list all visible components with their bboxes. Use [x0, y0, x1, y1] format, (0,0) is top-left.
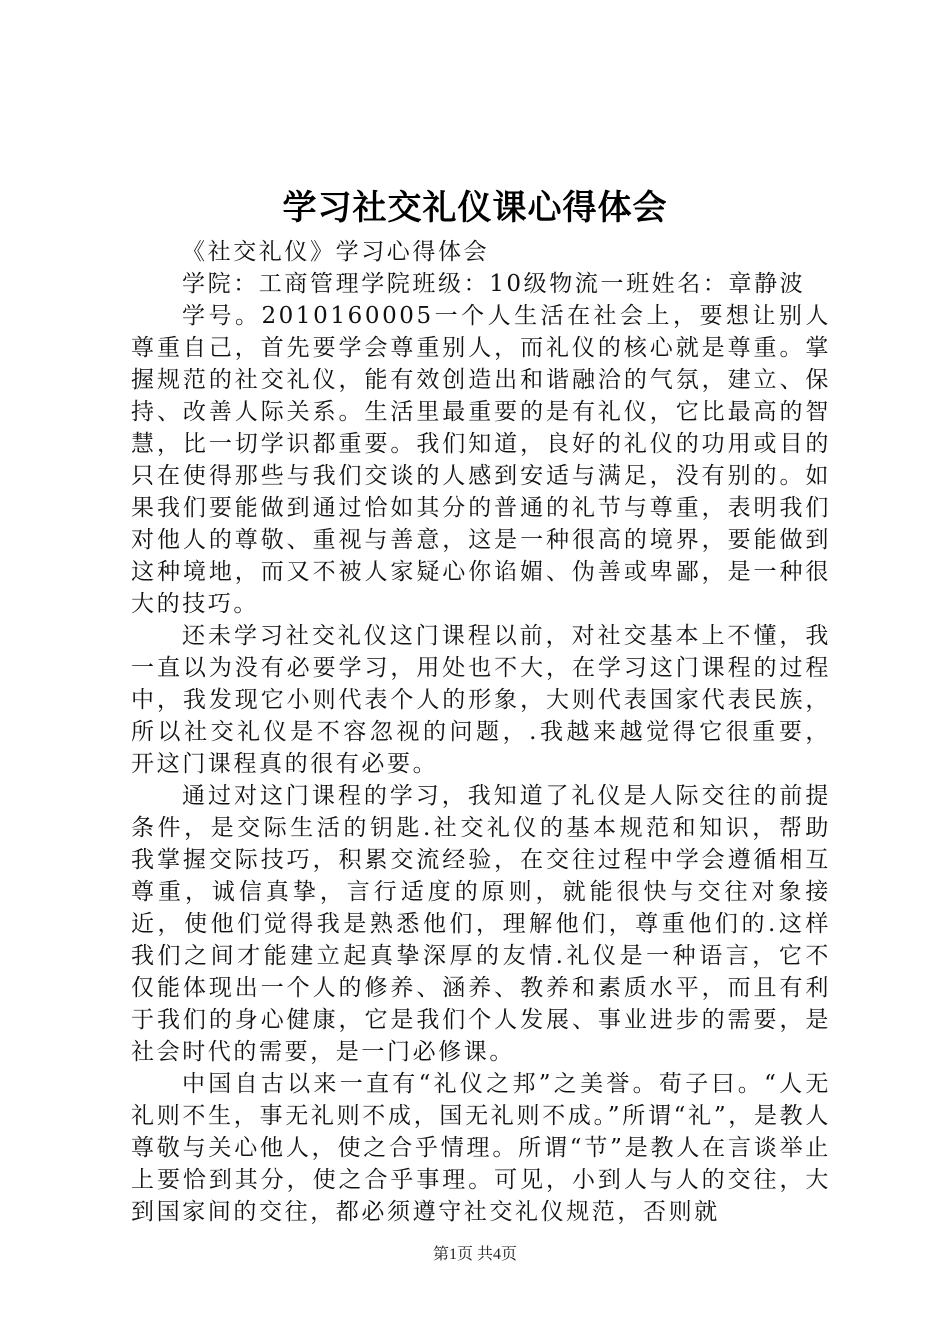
paragraph-4: 中国自古以来一直有“礼仪之邦”之美誉。荀子曰。“人无礼则不生，事无礼则不成，国无礼则不成。”所谓“礼”，是教人尊敬与关心他人，使之合乎情理。所谓“节”是教人在言谈举止上要恰到其分，使之合乎事理。可见，小到人与人的交往，大到国家间的交往，都必须遵守社交礼仪规范，否则就	[131, 1071, 831, 1225]
document-body	[131, 236, 831, 1228]
document-title: 学习社交礼仪课心得体会	[282, 188, 668, 228]
page-number-footer: 第1页 共4页	[432, 1246, 517, 1263]
paragraph-author-info: 学院：工商管理学院班级：10级物流一班姓名：章静波	[182, 271, 806, 297]
paragraph-3: 通过对这门课程的学习，我知道了礼仪是人际交往的前提条件，是交际生活的钥匙.社交礼仪的基本规范和知识，帮助我掌握交际技巧，积累交流经验，在交往过程中学会遵循相互尊重，诚信真挚，言行适度的原则，就能很快与交往对象接近，使他们觉得我是熟悉他们，理解他们，尊重他们的.这样我们之间才能建立起真挚深厚的友情.礼仪是一种语言，它不仅能体现出一个人的修养、涵养、教养和素质水平，而且有利于我们的身心健康，它是我们个人发展、事业进步的需要，是社会时代的需要，是一门必修课。	[131, 783, 831, 1065]
paragraph-1: 学号。2010160005一个人生活在社会上，要想让别人尊重自己，首先要学会尊重别人，而礼仪的核心就是尊重。掌握规范的社交礼仪，能有效创造出和谐融洽的气氛，建立、保持、改善人际关系。生活里最重要的是有礼仪，它比最高的智慧，比一切学识都重要。我们知道，良好的礼仪的功用或目的只在使得那些与我们交谈的人感到安适与满足，没有别的。如果我们要能做到通过恰如其分的普通的礼节与尊重，表明我们对他人的尊敬、重视与善意，这是一种很高的境界，要能做到这种境地，而又不被人家疑心你谄媚、伪善或卑鄙，是一种很大的技巧。	[131, 303, 831, 617]
paragraph-2: 还未学习社交礼仪这门课程以前，对社交基本上不懂，我一直以为没有必要学习，用处也不大，在学习这门课程的过程中，我发现它小则代表个人的形象，大则代表国家代表民族，所以社交礼仪是不容忽视的问题，.我越来越觉得它很重要，开这门课程真的很有必要。	[131, 623, 831, 777]
paragraph-subtitle: 《社交礼仪》学习心得体会	[182, 239, 490, 265]
